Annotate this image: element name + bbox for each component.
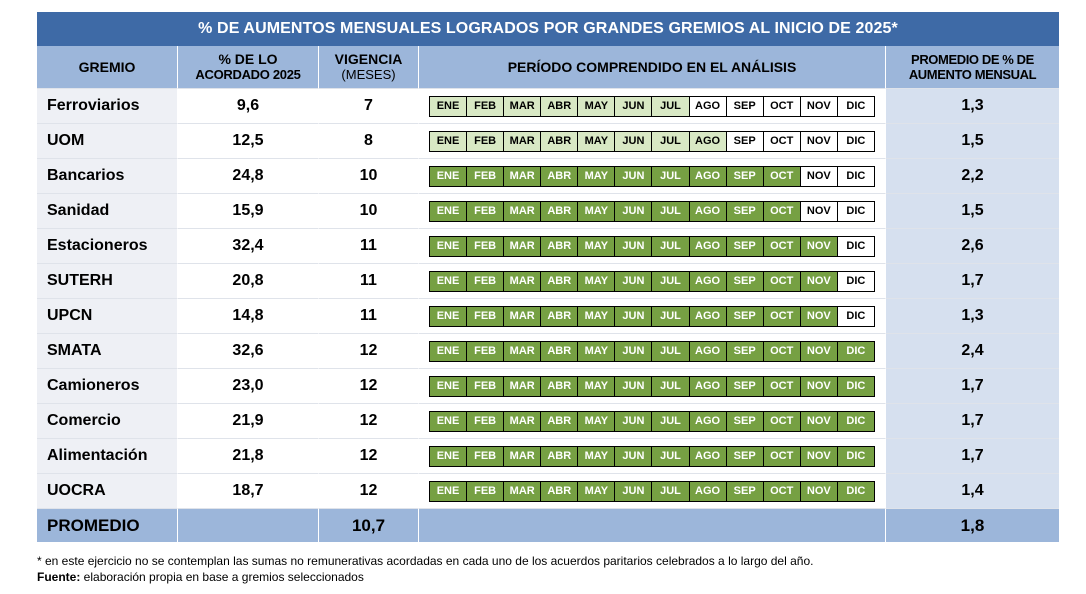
table-row bbox=[37, 89, 1059, 124]
month-feb: FEB bbox=[467, 132, 504, 151]
table-row bbox=[37, 159, 1059, 194]
month-nov: NOV bbox=[801, 412, 838, 431]
month-abr: ABR bbox=[541, 342, 578, 361]
month-oct: OCT bbox=[764, 412, 801, 431]
source-text: elaboración propia en base a gremios seleccionados bbox=[80, 570, 364, 584]
month-may: MAY bbox=[578, 167, 615, 186]
month-abr: ABR bbox=[541, 482, 578, 501]
month-jun: JUN bbox=[615, 342, 652, 361]
month-oct: OCT bbox=[764, 447, 801, 466]
month-sep: SEP bbox=[727, 447, 764, 466]
month-jul: JUL bbox=[652, 97, 689, 116]
vigencia-cell: 10 bbox=[319, 159, 419, 194]
footnote: * en este ejercicio no se contemplan las sumas no remunerativas acordadas en cada uno de los acuerdos paritarios celebrados a lo largo del año. bbox=[37, 554, 814, 568]
vigencia-cell: 12 bbox=[319, 404, 419, 439]
month-dic: DIC bbox=[838, 447, 874, 466]
pct-cell: 21,8 bbox=[178, 439, 319, 474]
month-feb: FEB bbox=[467, 307, 504, 326]
period-cell bbox=[419, 264, 886, 299]
month-dic: DIC bbox=[838, 237, 874, 256]
month-oct: OCT bbox=[764, 307, 801, 326]
period-cell bbox=[419, 124, 886, 159]
month-feb: FEB bbox=[467, 482, 504, 501]
header-pct bbox=[178, 46, 319, 89]
month-sep: SEP bbox=[727, 482, 764, 501]
promedio-cell: 1,7 bbox=[886, 404, 1059, 439]
month-may: MAY bbox=[578, 342, 615, 361]
month-sep: SEP bbox=[727, 272, 764, 291]
month-dic: DIC bbox=[838, 377, 874, 396]
month-abr: ABR bbox=[541, 167, 578, 186]
month-strip bbox=[429, 481, 875, 502]
table-row bbox=[37, 439, 1059, 474]
vigencia-cell: 8 bbox=[319, 124, 419, 159]
month-ene: ENE bbox=[430, 482, 467, 501]
month-dic: DIC bbox=[838, 482, 874, 501]
month-sep: SEP bbox=[727, 97, 764, 116]
month-feb: FEB bbox=[467, 412, 504, 431]
gremio-cell: Sanidad bbox=[37, 194, 178, 229]
month-ago: AGO bbox=[690, 447, 727, 466]
month-nov: NOV bbox=[801, 272, 838, 291]
month-ene: ENE bbox=[430, 447, 467, 466]
table-row bbox=[37, 194, 1059, 229]
month-ago: AGO bbox=[690, 132, 727, 151]
pct-cell: 32,6 bbox=[178, 334, 319, 369]
header-pct-line2: ACORDADO 2025 bbox=[195, 67, 301, 82]
pct-cell: 24,8 bbox=[178, 159, 319, 194]
month-sep: SEP bbox=[727, 237, 764, 256]
month-may: MAY bbox=[578, 307, 615, 326]
promedio-cell: 1,5 bbox=[886, 194, 1059, 229]
month-oct: OCT bbox=[764, 482, 801, 501]
month-jun: JUN bbox=[615, 272, 652, 291]
total-label: PROMEDIO bbox=[37, 509, 178, 542]
table-row bbox=[37, 474, 1059, 509]
header-promedio bbox=[886, 46, 1059, 89]
month-strip bbox=[429, 341, 875, 362]
month-sep: SEP bbox=[727, 412, 764, 431]
month-oct: OCT bbox=[764, 97, 801, 116]
table-row bbox=[37, 404, 1059, 439]
month-ago: AGO bbox=[690, 412, 727, 431]
pct-cell: 15,9 bbox=[178, 194, 319, 229]
month-may: MAY bbox=[578, 377, 615, 396]
month-strip bbox=[429, 236, 875, 257]
pct-cell: 14,8 bbox=[178, 299, 319, 334]
month-ago: AGO bbox=[690, 482, 727, 501]
period-cell bbox=[419, 89, 886, 124]
month-feb: FEB bbox=[467, 272, 504, 291]
month-abr: ABR bbox=[541, 447, 578, 466]
table-row bbox=[37, 334, 1059, 369]
month-ene: ENE bbox=[430, 272, 467, 291]
header-promedio-line2: AUMENTO MENSUAL bbox=[908, 67, 1037, 82]
total-meses: 10,7 bbox=[319, 509, 419, 542]
vigencia-cell: 12 bbox=[319, 369, 419, 404]
month-may: MAY bbox=[578, 447, 615, 466]
gremio-cell: UOM bbox=[37, 124, 178, 159]
month-may: MAY bbox=[578, 202, 615, 221]
month-oct: OCT bbox=[764, 167, 801, 186]
month-abr: ABR bbox=[541, 412, 578, 431]
month-mar: MAR bbox=[504, 237, 541, 256]
month-abr: ABR bbox=[541, 307, 578, 326]
total-row bbox=[37, 509, 1059, 542]
month-mar: MAR bbox=[504, 307, 541, 326]
table-body bbox=[37, 89, 1059, 509]
gremio-cell: UPCN bbox=[37, 299, 178, 334]
month-strip bbox=[429, 166, 875, 187]
month-oct: OCT bbox=[764, 202, 801, 221]
month-oct: OCT bbox=[764, 132, 801, 151]
period-cell bbox=[419, 474, 886, 509]
month-jul: JUL bbox=[652, 202, 689, 221]
month-mar: MAR bbox=[504, 202, 541, 221]
month-jul: JUL bbox=[652, 132, 689, 151]
month-jun: JUN bbox=[615, 307, 652, 326]
month-ene: ENE bbox=[430, 412, 467, 431]
month-nov: NOV bbox=[801, 132, 838, 151]
month-strip bbox=[429, 201, 875, 222]
month-abr: ABR bbox=[541, 237, 578, 256]
month-abr: ABR bbox=[541, 132, 578, 151]
month-jun: JUN bbox=[615, 412, 652, 431]
month-ago: AGO bbox=[690, 272, 727, 291]
month-mar: MAR bbox=[504, 447, 541, 466]
period-cell bbox=[419, 159, 886, 194]
month-oct: OCT bbox=[764, 272, 801, 291]
promedio-cell: 1,4 bbox=[886, 474, 1059, 509]
month-dic: DIC bbox=[838, 272, 874, 291]
vigencia-cell: 12 bbox=[319, 439, 419, 474]
table-row bbox=[37, 369, 1059, 404]
month-jul: JUL bbox=[652, 307, 689, 326]
month-mar: MAR bbox=[504, 342, 541, 361]
data-table bbox=[37, 46, 1059, 542]
month-jun: JUN bbox=[615, 447, 652, 466]
period-cell bbox=[419, 334, 886, 369]
promedio-cell: 1,7 bbox=[886, 439, 1059, 474]
header-gremio: GREMIO bbox=[37, 46, 178, 89]
header-period: PERÍODO COMPRENDIDO EN EL ANÁLISIS bbox=[419, 46, 886, 89]
month-may: MAY bbox=[578, 482, 615, 501]
month-may: MAY bbox=[578, 97, 615, 116]
vigencia-cell: 12 bbox=[319, 334, 419, 369]
month-jun: JUN bbox=[615, 132, 652, 151]
vigencia-cell: 10 bbox=[319, 194, 419, 229]
month-dic: DIC bbox=[838, 202, 874, 221]
month-may: MAY bbox=[578, 272, 615, 291]
month-may: MAY bbox=[578, 412, 615, 431]
header-pct-line1: % DE LO bbox=[218, 51, 278, 67]
total-period bbox=[419, 509, 886, 542]
table-row bbox=[37, 264, 1059, 299]
promedio-cell: 2,6 bbox=[886, 229, 1059, 264]
month-ene: ENE bbox=[430, 307, 467, 326]
month-strip bbox=[429, 446, 875, 467]
month-ene: ENE bbox=[430, 97, 467, 116]
month-dic: DIC bbox=[838, 412, 874, 431]
month-mar: MAR bbox=[504, 272, 541, 291]
vigencia-cell: 11 bbox=[319, 229, 419, 264]
month-ago: AGO bbox=[690, 237, 727, 256]
month-jul: JUL bbox=[652, 237, 689, 256]
month-dic: DIC bbox=[838, 132, 874, 151]
month-mar: MAR bbox=[504, 97, 541, 116]
total-pct bbox=[178, 509, 319, 542]
footer-notes bbox=[37, 553, 813, 585]
period-cell bbox=[419, 229, 886, 264]
month-feb: FEB bbox=[467, 202, 504, 221]
source-line bbox=[37, 569, 813, 585]
pct-cell: 20,8 bbox=[178, 264, 319, 299]
month-ene: ENE bbox=[430, 377, 467, 396]
promedio-cell: 1,7 bbox=[886, 369, 1059, 404]
gremio-cell: Comercio bbox=[37, 404, 178, 439]
month-feb: FEB bbox=[467, 447, 504, 466]
pct-cell: 12,5 bbox=[178, 124, 319, 159]
month-nov: NOV bbox=[801, 482, 838, 501]
total-promedio: 1,8 bbox=[886, 509, 1059, 542]
pct-cell: 9,6 bbox=[178, 89, 319, 124]
table-row bbox=[37, 299, 1059, 334]
month-jul: JUL bbox=[652, 167, 689, 186]
header-row bbox=[37, 46, 1059, 89]
month-strip bbox=[429, 411, 875, 432]
month-feb: FEB bbox=[467, 167, 504, 186]
month-jun: JUN bbox=[615, 167, 652, 186]
month-mar: MAR bbox=[504, 482, 541, 501]
month-sep: SEP bbox=[727, 377, 764, 396]
month-jun: JUN bbox=[615, 377, 652, 396]
month-ene: ENE bbox=[430, 202, 467, 221]
month-jul: JUL bbox=[652, 377, 689, 396]
month-nov: NOV bbox=[801, 447, 838, 466]
month-jul: JUL bbox=[652, 412, 689, 431]
month-may: MAY bbox=[578, 237, 615, 256]
month-nov: NOV bbox=[801, 342, 838, 361]
month-sep: SEP bbox=[727, 307, 764, 326]
promedio-cell: 1,7 bbox=[886, 264, 1059, 299]
gremio-cell: Camioneros bbox=[37, 369, 178, 404]
period-cell bbox=[419, 299, 886, 334]
month-mar: MAR bbox=[504, 377, 541, 396]
month-strip bbox=[429, 306, 875, 327]
month-ene: ENE bbox=[430, 237, 467, 256]
vigencia-cell: 7 bbox=[319, 89, 419, 124]
month-strip bbox=[429, 271, 875, 292]
promedio-cell: 2,2 bbox=[886, 159, 1059, 194]
gremio-cell: SMATA bbox=[37, 334, 178, 369]
vigencia-cell: 11 bbox=[319, 299, 419, 334]
month-oct: OCT bbox=[764, 342, 801, 361]
month-ene: ENE bbox=[430, 167, 467, 186]
month-sep: SEP bbox=[727, 202, 764, 221]
month-ene: ENE bbox=[430, 342, 467, 361]
pct-cell: 23,0 bbox=[178, 369, 319, 404]
month-dic: DIC bbox=[838, 307, 874, 326]
month-feb: FEB bbox=[467, 237, 504, 256]
month-nov: NOV bbox=[801, 237, 838, 256]
header-vigencia-line2: (MESES) bbox=[341, 67, 396, 82]
month-mar: MAR bbox=[504, 132, 541, 151]
promedio-cell: 2,4 bbox=[886, 334, 1059, 369]
month-ago: AGO bbox=[690, 377, 727, 396]
month-feb: FEB bbox=[467, 342, 504, 361]
pct-cell: 18,7 bbox=[178, 474, 319, 509]
month-dic: DIC bbox=[838, 97, 874, 116]
table-row bbox=[37, 124, 1059, 159]
month-sep: SEP bbox=[727, 342, 764, 361]
month-dic: DIC bbox=[838, 342, 874, 361]
month-ene: ENE bbox=[430, 132, 467, 151]
month-strip bbox=[429, 131, 875, 152]
gremio-cell: Estacioneros bbox=[37, 229, 178, 264]
month-may: MAY bbox=[578, 132, 615, 151]
pct-cell: 32,4 bbox=[178, 229, 319, 264]
month-jun: JUN bbox=[615, 482, 652, 501]
month-abr: ABR bbox=[541, 377, 578, 396]
month-nov: NOV bbox=[801, 167, 838, 186]
vigencia-cell: 11 bbox=[319, 264, 419, 299]
header-vigencia bbox=[319, 46, 419, 89]
month-nov: NOV bbox=[801, 97, 838, 116]
period-cell bbox=[419, 439, 886, 474]
month-nov: NOV bbox=[801, 377, 838, 396]
period-cell bbox=[419, 369, 886, 404]
month-ago: AGO bbox=[690, 202, 727, 221]
promedio-cell: 1,3 bbox=[886, 89, 1059, 124]
month-dic: DIC bbox=[838, 167, 874, 186]
table-title: % DE AUMENTOS MENSUALES LOGRADOS POR GRANDES GREMIOS AL INICIO DE 2025* bbox=[37, 12, 1059, 46]
period-cell bbox=[419, 404, 886, 439]
month-abr: ABR bbox=[541, 97, 578, 116]
month-ago: AGO bbox=[690, 97, 727, 116]
month-sep: SEP bbox=[727, 132, 764, 151]
source-label: Fuente: bbox=[37, 570, 81, 584]
month-sep: SEP bbox=[727, 167, 764, 186]
month-strip bbox=[429, 376, 875, 397]
month-ago: AGO bbox=[690, 342, 727, 361]
vigencia-cell: 12 bbox=[319, 474, 419, 509]
month-abr: ABR bbox=[541, 202, 578, 221]
month-jul: JUL bbox=[652, 447, 689, 466]
month-feb: FEB bbox=[467, 377, 504, 396]
promedio-cell: 1,5 bbox=[886, 124, 1059, 159]
month-jun: JUN bbox=[615, 202, 652, 221]
gremio-cell: Ferroviarios bbox=[37, 89, 178, 124]
promedio-cell: 1,3 bbox=[886, 299, 1059, 334]
month-jun: JUN bbox=[615, 237, 652, 256]
gremio-cell: Bancarios bbox=[37, 159, 178, 194]
month-strip bbox=[429, 96, 875, 117]
month-jul: JUL bbox=[652, 272, 689, 291]
month-jun: JUN bbox=[615, 97, 652, 116]
gremio-cell: UOCRA bbox=[37, 474, 178, 509]
month-jul: JUL bbox=[652, 482, 689, 501]
month-jul: JUL bbox=[652, 342, 689, 361]
gremio-cell: SUTERH bbox=[37, 264, 178, 299]
month-abr: ABR bbox=[541, 272, 578, 291]
table-row bbox=[37, 229, 1059, 264]
gremio-cell: Alimentación bbox=[37, 439, 178, 474]
header-promedio-line1: PROMEDIO DE % DE bbox=[911, 52, 1034, 67]
month-nov: NOV bbox=[801, 202, 838, 221]
month-feb: FEB bbox=[467, 97, 504, 116]
header-vigencia-line1: VIGENCIA bbox=[334, 51, 403, 67]
month-ago: AGO bbox=[690, 167, 727, 186]
pct-cell: 21,9 bbox=[178, 404, 319, 439]
month-oct: OCT bbox=[764, 377, 801, 396]
period-cell bbox=[419, 194, 886, 229]
month-oct: OCT bbox=[764, 237, 801, 256]
month-ago: AGO bbox=[690, 307, 727, 326]
month-mar: MAR bbox=[504, 412, 541, 431]
table-container bbox=[37, 12, 1059, 542]
month-mar: MAR bbox=[504, 167, 541, 186]
month-nov: NOV bbox=[801, 307, 838, 326]
